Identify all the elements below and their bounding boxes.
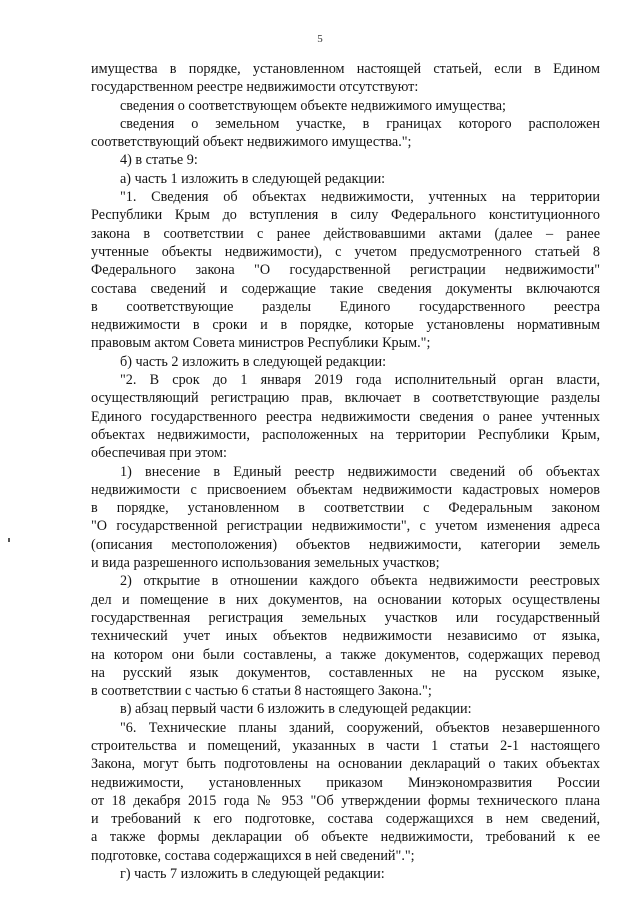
text-line: "О государственной регистрации недвижимости", с учетом изменения адреса — [91, 518, 600, 535]
text-line: 2) открытие в отношении каждого объекта недвижимости реестровых — [120, 573, 600, 590]
text-line: недвижимости в сроки и в порядке, которые установлены нормативным — [91, 317, 600, 334]
text-line: Республики Крым до вступления в силу Федерального конституционного — [91, 207, 600, 224]
margin-mark — [8, 538, 10, 542]
text-line: соответствующий объект недвижимого имущества."; — [91, 134, 412, 151]
text-line: Закона, могут быть подготовлены на основании деклараций о таких объектах — [91, 756, 600, 773]
text-line: б) часть 2 изложить в следующей редакции: — [120, 353, 387, 370]
text-line: "6. Технические планы зданий, сооружений, объектов незавершенного — [120, 719, 600, 736]
text-line: в соответствующие разделы Единого государственного реестра — [91, 298, 600, 315]
text-line: и требований к его подготовке, состава содержащихся в нем сведений, — [91, 811, 600, 828]
text-line: подготовке, состава содержащихся в ней сведений"."; — [91, 847, 415, 864]
text-line: в соответствии с частью 6 статьи 8 настоящего Закона."; — [91, 683, 432, 700]
text-line: недвижимости с присвоением объектам недвижимости кадастровых номеров — [91, 481, 600, 498]
text-line: осуществляющий регистрацию прав, включает в соответствующие разделы — [91, 390, 600, 407]
text-line: "2. В срок до 1 января 2019 года исполнительный орган власти, — [120, 372, 600, 389]
text-line: на котором они были составлены, а также документов, содержащих перевод — [91, 646, 600, 663]
text-line: в порядке, установленном в соответствии с Федеральным законом — [91, 500, 600, 517]
text-line: г) часть 7 изложить в следующей редакции: — [120, 866, 385, 883]
text-line: строительства и помещений, указанных в части 1 статьи 2-1 настоящего — [91, 737, 600, 754]
text-line: закона в соответствии с ранее действовавшими актами (далее – ранее — [91, 225, 600, 242]
text-line: государственная регистрация земельных участков или государственный — [91, 609, 600, 626]
text-line: сведения о соответствующем объекте недвижимого имущества; — [120, 97, 506, 114]
text-line: государственном реестре недвижимости отсутствуют: — [91, 79, 419, 96]
text-line: а также формы декларации об объекте недвижимости, требований к ее — [91, 829, 600, 846]
text-line: объектах недвижимости, расположенных на территории Республики Крым, — [91, 426, 600, 443]
text-line: дел и помещение в них документов, на основании которых осуществлены — [91, 591, 600, 608]
text-line: Единого государственного реестра недвижимости сведения о ранее учтенных — [91, 408, 600, 425]
text-line: от 18 декабря 2015 года № 953 "Об утверждении формы технического плана — [91, 792, 600, 809]
text-line: (описания местоположения) объектов недвижимости, категории земель — [91, 536, 600, 553]
text-line: и вида разрешенного использования земельных участков; — [91, 555, 440, 572]
text-line: "1. Сведения об объектах недвижимости, учтенных на территории — [120, 189, 600, 206]
text-line: недвижимости, установленных приказом Минэкономразвития России — [91, 774, 600, 791]
text-line: имущества в порядке, установленном настоящей статьей, если в Едином — [91, 61, 600, 77]
text-line: технический учет иных объектов недвижимости независимо от языка, — [91, 628, 600, 645]
text-line: а) часть 1 изложить в следующей редакции: — [120, 170, 386, 187]
text-line: 1) внесение в Единый реестр недвижимости сведений об объектах — [120, 463, 600, 480]
text-line: состава сведений и содержащие такие сведения документы включаются — [91, 280, 600, 297]
text-line: в) абзац первый части 6 изложить в следующей редакции: — [120, 701, 472, 718]
document-body — [91, 60, 600, 883]
text-line: 4) в статье 9: — [120, 152, 198, 169]
text-line: обеспечивая при этом: — [91, 445, 227, 462]
text-line: правовым актом Совета министров Республики Крым."; — [91, 335, 431, 352]
text-line: учтенные объекты недвижимости), с учетом предусмотренного статьей 8 — [91, 243, 600, 260]
text-line: на русский язык документов, составленных не на русском языке, — [91, 664, 600, 681]
text-line: сведения о земельном участке, в границах которого расположен — [120, 115, 600, 132]
page-number: 5 — [317, 33, 323, 45]
text-line: Федерального закона "О государственной регистрации недвижимости" — [91, 262, 600, 279]
